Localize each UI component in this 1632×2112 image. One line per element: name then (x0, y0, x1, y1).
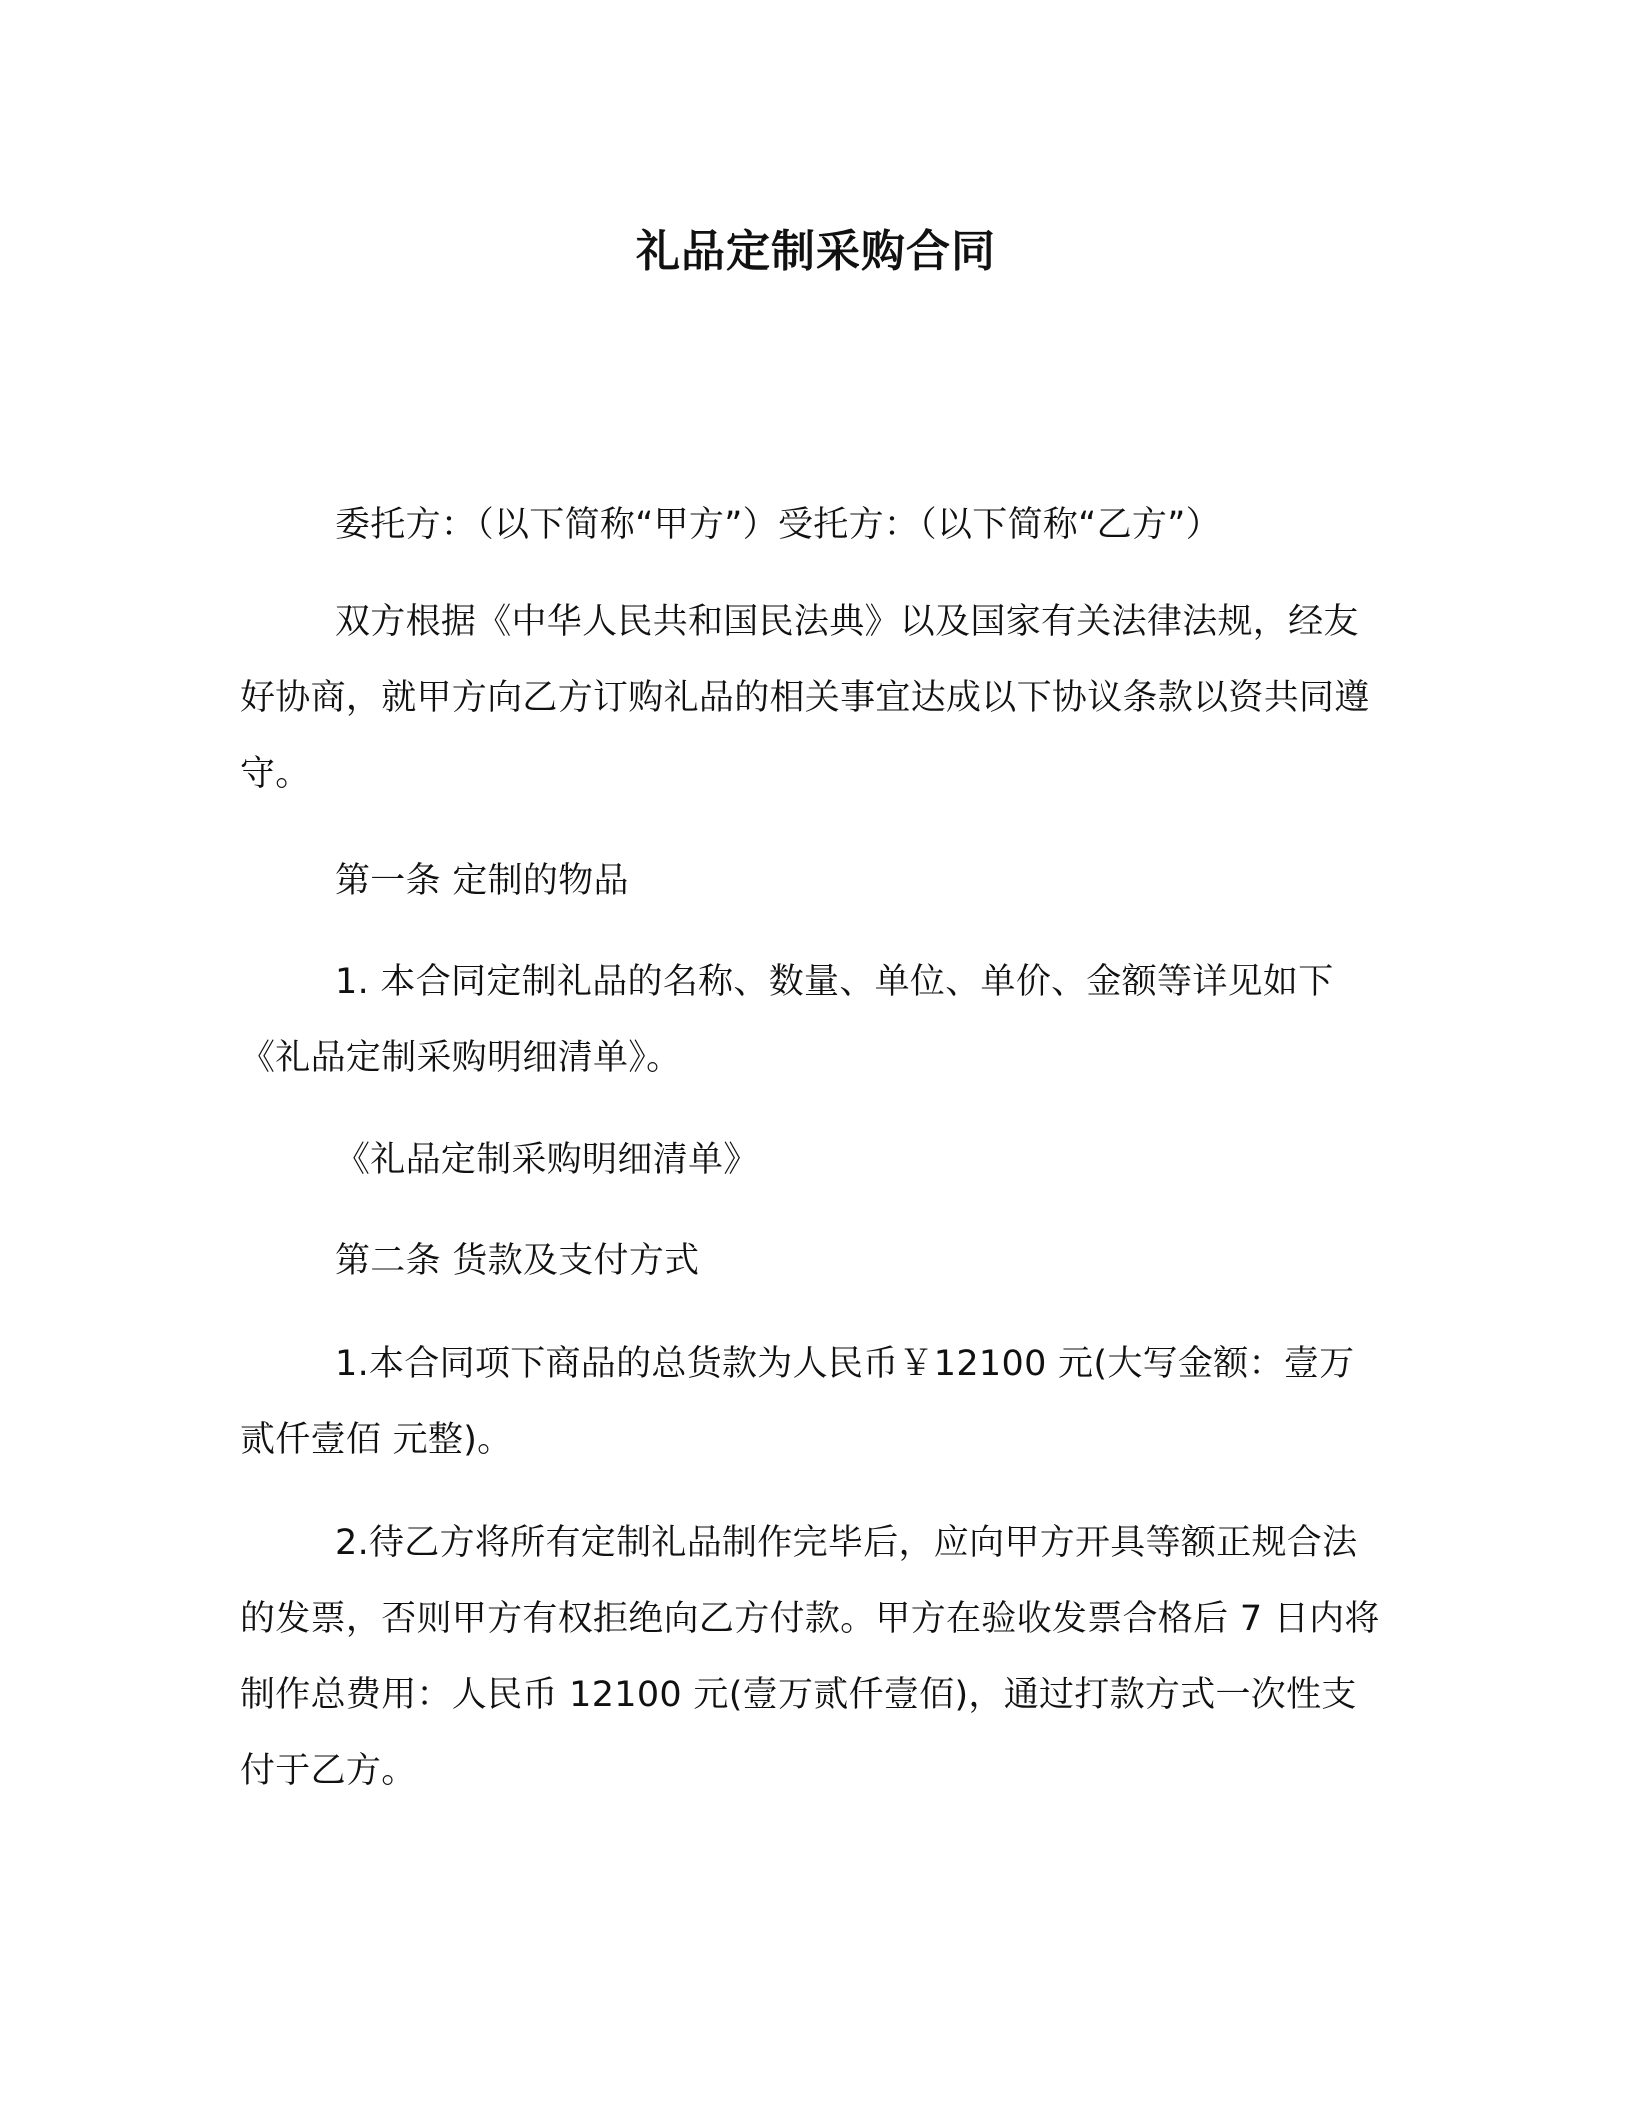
preamble-paragraph: 双方根据《中华人民共和国民法典》以及国家有关法律法规，经友好协商，就甲方向乙方订购礼品的相关事宜达成以下协议条款以资共同遵守。 (240, 602, 1370, 794)
article-2-clause-1: 1.本合同项下商品的总货款为人民币￥12100 元(大写金额：壹万贰仟壹佰 元整)。 (240, 1344, 1355, 1460)
article-1-clause-1: 1. 本合同定制礼品的名称、数量、单位、单价、金额等详见如下《礼品定制采购明细清单》。 (240, 962, 1334, 1078)
article-2-clause-2: 2.待乙方将所有定制礼品制作完毕后，应向甲方开具等额正规合法的发票，否则甲方有权拒绝向乙方付款。甲方在验收发票合格后 7 日内将制作总费用：人民币 12100 元(壹万贰仟壹佰)，通过打款方式一次性支付于乙方。 (240, 1523, 1380, 1791)
detail-list-title: 《礼品定制采购明细清单》 (335, 1140, 759, 1180)
article-2-heading: 第二条 货款及支付方式 (335, 1241, 700, 1281)
document-title: 礼品定制采购合同 (636, 226, 996, 277)
article-1-heading: 第一条 定制的物品 (335, 861, 629, 901)
parties-paragraph: 委托方：（以下简称“甲方”）受托方：（以下简称“乙方”） (335, 505, 1221, 545)
